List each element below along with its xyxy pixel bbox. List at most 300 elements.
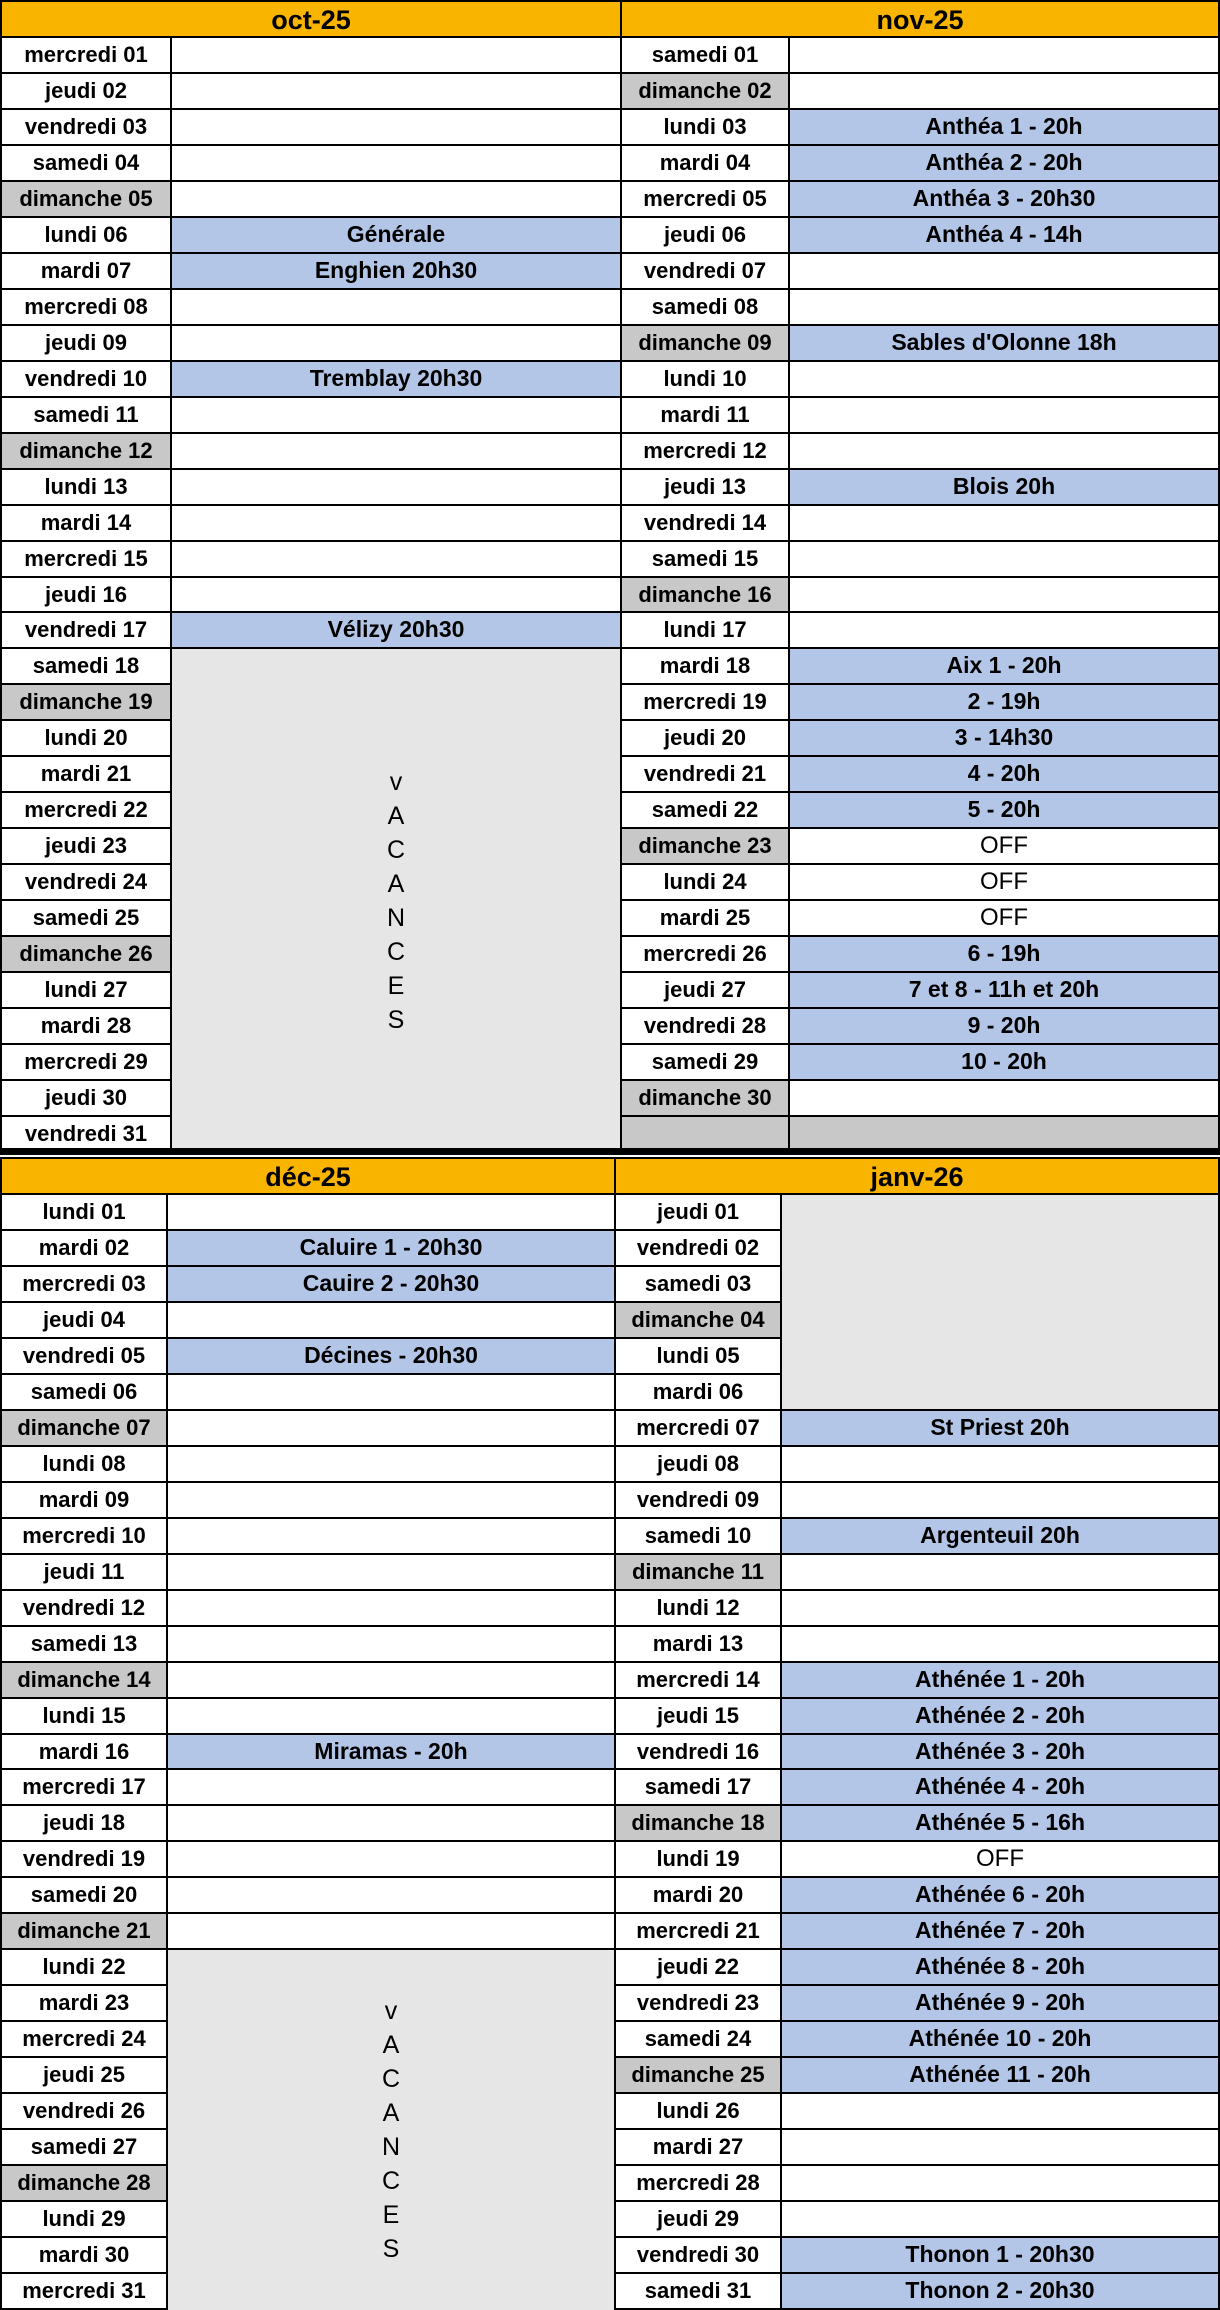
empty-cell [782,2094,1218,2128]
event-cell: OFF [980,832,1028,860]
empty-cell [790,506,1218,540]
day-label: mardi 02 [2,1231,168,1265]
day-row [616,1878,1218,1914]
vacation-letter: A [387,802,405,831]
day-row [622,865,1218,901]
empty-cell [782,1555,1218,1589]
day-label: mercredi 28 [616,2166,782,2200]
day-label: jeudi 15 [616,1699,782,1733]
event-cell: 10 - 20h [790,1045,1218,1079]
day-label: jeudi 25 [2,2058,168,2092]
day-label: dimanche 07 [2,1411,168,1445]
month-column [614,1157,1220,2310]
day-row [2,1267,614,1303]
event-cell: Thonon 2 - 20h30 [782,2274,1218,2308]
day-row [616,2238,1218,2274]
month-header: janv-26 [616,1159,1218,1195]
event-cell: OFF [980,868,1028,896]
day-label: lundi 12 [616,1591,782,1625]
day-row [622,793,1218,829]
day-label: mercredi 14 [616,1663,782,1697]
day-label: mardi 18 [622,649,790,683]
event-cell: 7 et 8 - 11h et 20h [790,973,1218,1007]
day-label: vendredi 23 [616,1986,782,2020]
vacation-letter: v [389,768,403,797]
day-row [622,937,1218,973]
day-label: jeudi 06 [622,218,790,252]
day-row [622,362,1218,398]
day-row [616,1555,1218,1591]
day-row [622,973,1218,1009]
day-label: jeudi 18 [2,1806,168,1840]
day-label: lundi 20 [2,721,172,755]
day-label: dimanche 09 [622,326,790,360]
day-label: dimanche 05 [2,182,172,216]
day-label: vendredi 14 [622,506,790,540]
vacation-letter: A [382,2031,400,2060]
day-row [622,434,1218,470]
empty-cell [168,1699,614,1733]
event-cell: OFF [976,1845,1024,1873]
empty-cell [782,2166,1218,2200]
day-label: mercredi 05 [622,182,790,216]
vacation-block [168,1950,614,2310]
empty-cell [790,578,1218,612]
event-cell: Cauire 2 - 20h30 [168,1267,614,1301]
day-row [622,649,1218,685]
day-label: dimanche 12 [2,434,172,468]
day-label: jeudi 16 [2,578,172,612]
empty-cell [782,1447,1218,1481]
vacation-letter: C [381,2065,401,2094]
calendar-section-1 [0,0,1220,1153]
empty-cell [172,542,620,576]
month-header: oct-25 [2,2,620,38]
event-cell: Vélizy 20h30 [172,613,620,647]
event-cell: Décines - 20h30 [168,1339,614,1373]
day-row [616,2094,1218,2130]
empty-cell [168,1806,614,1840]
day-label: samedi 13 [2,1627,168,1661]
day-label: jeudi 22 [616,1950,782,1984]
empty-cell [172,110,620,144]
empty-cell [790,290,1218,324]
day-label: lundi 26 [616,2094,782,2128]
day-label: samedi 18 [2,649,172,683]
day-label: lundi 01 [2,1195,168,1229]
day-label: mardi 13 [616,1627,782,1661]
day-row [2,182,620,218]
event-cell: Tremblay 20h30 [172,362,620,396]
day-label: mardi 21 [2,757,172,791]
event-cell: Athénée 6 - 20h [782,1878,1218,1912]
day-label: lundi 17 [622,613,790,647]
day-row [616,1591,1218,1627]
day-label: lundi 27 [2,973,172,1007]
day-label: lundi 08 [2,1447,168,1481]
day-row [616,1627,1218,1663]
month-column [0,1157,614,2310]
day-row [2,1303,614,1339]
empty-cell [790,398,1218,432]
empty-cell [782,1483,1218,1517]
day-row [622,1045,1218,1081]
day-row [616,1519,1218,1555]
day-label: dimanche 11 [616,1555,782,1589]
day-label: jeudi 23 [2,829,172,863]
day-row [2,1519,614,1555]
day-row [622,901,1218,937]
day-row [616,1663,1218,1699]
day-row [616,1842,1218,1878]
day-row [2,1231,614,1267]
empty-cell [790,542,1218,576]
day-row [2,1842,614,1878]
day-row [616,1770,1218,1806]
empty-cell [782,2202,1218,2236]
day-row [2,470,620,506]
vacation-letter: v [384,1997,398,2026]
day-label: mardi 14 [2,506,172,540]
empty-cell [168,1519,614,1553]
day-label: dimanche 25 [616,2058,782,2092]
empty-cell [168,1627,614,1661]
day-row [616,2130,1218,2166]
vacation-letter: S [382,2235,400,2264]
day-label: samedi 10 [616,1519,782,1553]
event-cell: Enghien 20h30 [172,254,620,288]
empty-cell [168,1770,614,1804]
day-row [616,1483,1218,1519]
day-row [622,1009,1218,1045]
day-label: vendredi 28 [622,1009,790,1043]
empty-cell [790,434,1218,468]
day-row [2,254,620,290]
empty-cell [172,326,620,360]
day-label: mercredi 17 [2,1770,168,1804]
day-label: mercredi 08 [2,290,172,324]
day-label: samedi 01 [622,38,790,72]
event-cell: Athénée 7 - 20h [782,1914,1218,1948]
day-label: vendredi 05 [2,1339,168,1373]
day-label: vendredi 31 [2,1117,172,1151]
day-row [2,326,620,362]
day-label: mercredi 07 [616,1411,782,1445]
empty-cell [790,38,1218,72]
event-cell: Miramas - 20h [168,1735,614,1769]
day-row [2,1411,614,1447]
vacation-letter: C [381,2167,401,2196]
vacation-letter: A [382,2099,400,2128]
day-label: dimanche 16 [622,578,790,612]
empty-cell [790,1117,1218,1151]
day-label: lundi 15 [2,1699,168,1733]
month-column [0,0,620,1153]
day-row [2,434,620,470]
day-label: samedi 08 [622,290,790,324]
day-label: mercredi 26 [622,937,790,971]
day-row [2,74,620,110]
day-label: mercredi 22 [2,793,172,827]
day-label: vendredi 21 [622,757,790,791]
event-cell: Anthéa 2 - 20h [790,146,1218,180]
day-label: samedi 24 [616,2022,782,2056]
event-cell: Thonon 1 - 20h30 [782,2238,1218,2272]
vacation-block [172,649,620,1153]
day-label: mardi 20 [616,1878,782,1912]
day-row [2,1699,614,1735]
day-label [622,1117,790,1151]
vacation-letter: C [386,938,406,967]
day-row [622,290,1218,326]
day-label: mercredi 12 [622,434,790,468]
empty-cell [172,146,620,180]
day-row [622,721,1218,757]
day-label: jeudi 01 [616,1195,782,1229]
day-row [2,1447,614,1483]
day-label: samedi 11 [2,398,172,432]
empty-cell [172,74,620,108]
vacation-letter: C [386,836,406,865]
day-row [622,74,1218,110]
vacation-letter: N [386,904,406,933]
day-row [616,2202,1218,2238]
day-label: mercredi 31 [2,2274,168,2308]
day-label: vendredi 19 [2,1842,168,1876]
event-cell: Blois 20h [790,470,1218,504]
day-row [616,2058,1218,2094]
empty-cell [168,1663,614,1697]
day-row [2,38,620,74]
event-cell: OFF [980,904,1028,932]
day-row [2,1663,614,1699]
empty-cell [782,2130,1218,2164]
day-row [622,613,1218,649]
day-label: dimanche 23 [622,829,790,863]
event-cell: Générale [172,218,620,252]
day-label: lundi 22 [2,1950,168,1984]
day-row [2,1339,614,1375]
empty-cell [168,1411,614,1445]
day-label: jeudi 02 [2,74,172,108]
day-label: samedi 15 [622,542,790,576]
empty-cell [168,1914,614,1948]
empty-cell [168,1842,614,1876]
day-label: mercredi 19 [622,685,790,719]
day-label: dimanche 18 [616,1806,782,1840]
day-label: dimanche 26 [2,937,172,971]
day-label: jeudi 09 [2,326,172,360]
day-row [2,1627,614,1663]
vacation-letter: S [387,1006,405,1035]
day-row [616,1806,1218,1842]
empty-cell [790,1081,1218,1115]
day-label: mardi 30 [2,2238,168,2272]
day-label: samedi 20 [2,1878,168,1912]
day-row [2,218,620,254]
day-label: samedi 04 [2,146,172,180]
day-label: vendredi 07 [622,254,790,288]
empty-cell [782,1627,1218,1661]
day-label: mardi 16 [2,1735,168,1769]
event-cell: Caluire 1 - 20h30 [168,1231,614,1265]
day-label: vendredi 26 [2,2094,168,2128]
empty-cell [172,290,620,324]
day-label: lundi 19 [616,1842,782,1876]
day-row [616,1950,1218,1986]
month-header: déc-25 [2,1159,614,1195]
empty-cell [168,1447,614,1481]
event-cell: 4 - 20h [790,757,1218,791]
empty-cell [790,362,1218,396]
day-label: jeudi 13 [622,470,790,504]
day-label: samedi 03 [616,1267,782,1301]
event-cell: 9 - 20h [790,1009,1218,1043]
day-row [622,110,1218,146]
day-row [622,326,1218,362]
day-row [622,254,1218,290]
event-cell: Anthéa 3 - 20h30 [790,182,1218,216]
day-label: lundi 24 [622,865,790,899]
day-label: jeudi 29 [616,2202,782,2236]
day-row [616,1411,1218,1447]
day-label: jeudi 11 [2,1555,168,1589]
day-label: mercredi 29 [2,1045,172,1079]
day-label: lundi 29 [2,2202,168,2236]
day-label: mardi 04 [622,146,790,180]
event-cell: 3 - 14h30 [790,721,1218,755]
day-row [2,506,620,542]
day-label: vendredi 02 [616,1231,782,1265]
day-row [2,1483,614,1519]
empty-cell [790,74,1218,108]
day-label: mercredi 03 [2,1267,168,1301]
event-cell: Sables d'Olonne 18h [790,326,1218,360]
day-row [622,685,1218,721]
day-row [2,1878,614,1914]
event-cell: 6 - 19h [790,937,1218,971]
day-row [616,1914,1218,1950]
day-label: dimanche 28 [2,2166,168,2200]
day-row [2,1195,614,1231]
day-row [2,110,620,146]
section-separator [0,1148,1220,1155]
day-row [622,398,1218,434]
day-label: vendredi 17 [2,613,172,647]
day-row [2,1375,614,1411]
day-label: samedi 31 [616,2274,782,2308]
day-label: lundi 13 [2,470,172,504]
day-row [622,506,1218,542]
day-row [616,1447,1218,1483]
empty-cell [172,434,620,468]
day-label: vendredi 16 [616,1735,782,1769]
event-cell: Athénée 10 - 20h [782,2022,1218,2056]
day-row [2,1735,614,1771]
day-label: jeudi 04 [2,1303,168,1337]
day-label: mardi 23 [2,1986,168,2020]
day-label: vendredi 30 [616,2238,782,2272]
day-label: vendredi 24 [2,865,172,899]
event-cell: Anthéa 1 - 20h [790,110,1218,144]
empty-cell [790,254,1218,288]
empty-cell [172,398,620,432]
day-label: samedi 29 [622,1045,790,1079]
day-label: vendredi 09 [616,1483,782,1517]
day-label: samedi 25 [2,901,172,935]
day-row [2,1591,614,1627]
day-row [616,1735,1218,1771]
event-cell: Athénée 5 - 16h [782,1806,1218,1840]
day-row [616,2166,1218,2202]
event-cell: Athénée 11 - 20h [782,2058,1218,2092]
day-label: mardi 06 [616,1375,782,1409]
empty-cell [168,1195,614,1229]
event-cell: Athénée 4 - 20h [782,1770,1218,1804]
day-label: jeudi 30 [2,1081,172,1115]
day-label: samedi 27 [2,2130,168,2164]
day-label: jeudi 27 [622,973,790,1007]
event-cell: Argenteuil 20h [782,1519,1218,1553]
day-label: mardi 25 [622,901,790,935]
day-label: dimanche 04 [616,1303,782,1337]
day-label: vendredi 12 [2,1591,168,1625]
day-row [622,757,1218,793]
empty-cell [168,1591,614,1625]
day-label: dimanche 02 [622,74,790,108]
day-label: lundi 03 [622,110,790,144]
day-row [2,542,620,578]
day-row [2,362,620,398]
vacation-letter: A [387,870,405,899]
vacation-letter: E [387,972,405,1001]
day-row [2,613,620,649]
event-cell: 5 - 20h [790,793,1218,827]
empty-cell [172,578,620,612]
day-row [622,218,1218,254]
day-row [622,38,1218,74]
day-label: mercredi 01 [2,38,172,72]
day-row [622,182,1218,218]
empty-cell [172,38,620,72]
day-label: mercredi 24 [2,2022,168,2056]
event-cell: Anthéa 4 - 14h [790,218,1218,252]
day-label: dimanche 21 [2,1914,168,1948]
day-row [2,398,620,434]
day-label: mardi 28 [2,1009,172,1043]
calendar-section-2 [0,1157,1220,2310]
day-row [616,1699,1218,1735]
day-label: samedi 17 [616,1770,782,1804]
day-label: mercredi 21 [616,1914,782,1948]
day-label: mardi 11 [622,398,790,432]
day-row [622,1081,1218,1117]
day-row [2,1914,614,1950]
empty-cell [168,1555,614,1589]
day-label: dimanche 30 [622,1081,790,1115]
empty-cell [168,1483,614,1517]
day-label: mardi 09 [2,1483,168,1517]
day-label: vendredi 03 [2,110,172,144]
empty-cell [168,1375,614,1409]
event-cell: Athénée 2 - 20h [782,1699,1218,1733]
day-row [2,578,620,614]
month-header: nov-25 [622,2,1218,38]
event-cell: St Priest 20h [782,1411,1218,1445]
event-cell: Athénée 3 - 20h [782,1735,1218,1769]
day-row [2,290,620,326]
day-row [622,146,1218,182]
